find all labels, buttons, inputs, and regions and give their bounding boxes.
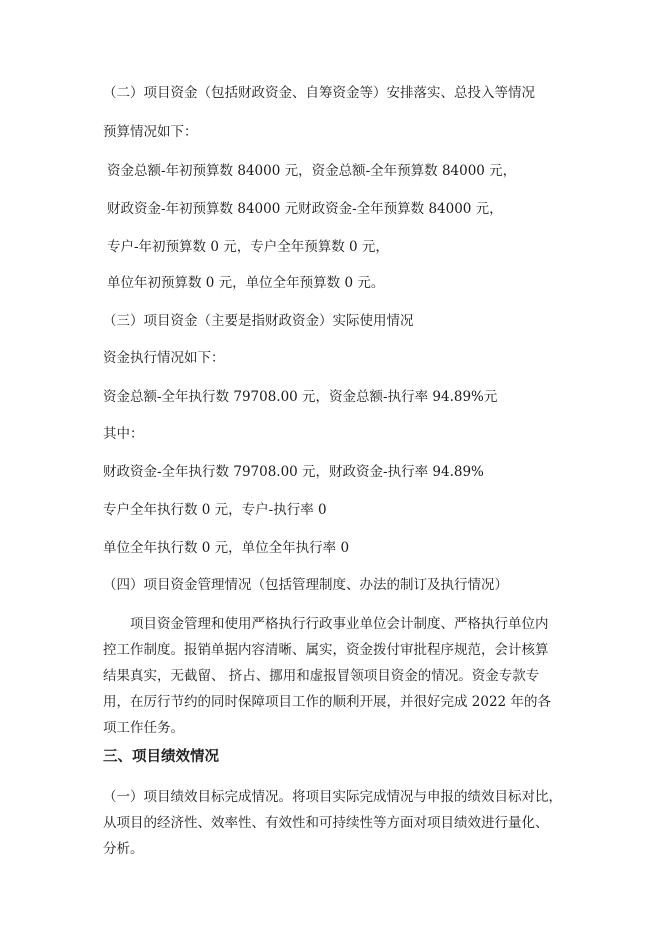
budget-line: 单位年初预算数 0 元，单位全年预算数 0 元。 <box>107 275 385 291</box>
section-heading-actual-usage: （三）项目资金（主要是指财政资金）实际使用情况 <box>103 313 414 329</box>
execution-line: 财政资金-全年执行数 79708.00 元，财政资金-执行率 94.89% <box>103 464 484 480</box>
paragraph-line: 项工作任务。 <box>103 720 184 736</box>
budget-line: 财政资金-年初预算数 84000 元财政资金-全年预算数 84000 元， <box>107 201 503 217</box>
part-heading-performance: 三、项目绩效情况 <box>103 749 219 765</box>
paragraph-line: （一）项目绩效目标完成情况。将项目实际完成情况与申报的绩效目标对比， <box>103 789 562 805</box>
performance-paragraph <box>103 784 581 862</box>
execution-total: 资金总额-全年执行数 79708.00 元，资金总额-执行率 94.89%元 <box>103 389 498 405</box>
section-heading-funding-arrangement: （二）项目资金（包括财政资金、自筹资金等）安排落实、总投入等情况 <box>103 85 535 101</box>
paragraph-line: 结果真实，无截留、 挤占、挪用和虚报冒领项目资金的情况。资金专款专 <box>103 668 540 684</box>
paragraph-line: 分析。 <box>103 841 144 857</box>
among-label: 其中： <box>103 426 144 442</box>
execution-line: 单位全年执行数 0 元，单位全年执行率 0 <box>103 540 350 556</box>
budget-line: 专户-年初预算数 0 元，专户全年预算数 0 元， <box>107 239 389 255</box>
paragraph-line: 项目资金管理和使用严格执行行政事业单位会计制度、严格执行单位内 <box>130 616 549 632</box>
execution-intro: 资金执行情况如下： <box>103 350 225 366</box>
budget-line: 资金总额-年初预算数 84000 元，资金总额-全年预算数 84000 元， <box>107 163 517 179</box>
section-heading-fund-management: （四）项目资金管理情况（包括管理制度、办法的制订及执行情况） <box>103 577 508 593</box>
budget-intro: 预算情况如下： <box>103 124 198 140</box>
paragraph-line: 用，在厉行节约的同时保障项目工作的顺利开展，并很好完成 2022 年的各 <box>103 694 551 710</box>
execution-line: 专户全年执行数 0 元，专户-执行率 0 <box>103 502 327 518</box>
paragraph-line: 从项目的经济性、效率性、有效性和可持续性等方面对项目绩效进行量化、 <box>103 815 549 831</box>
paragraph-line: 控工作制度。报销单据内容清晰、属实，资金拨付审批程序规范，会计核算 <box>103 642 549 658</box>
fund-management-paragraph <box>103 611 581 741</box>
